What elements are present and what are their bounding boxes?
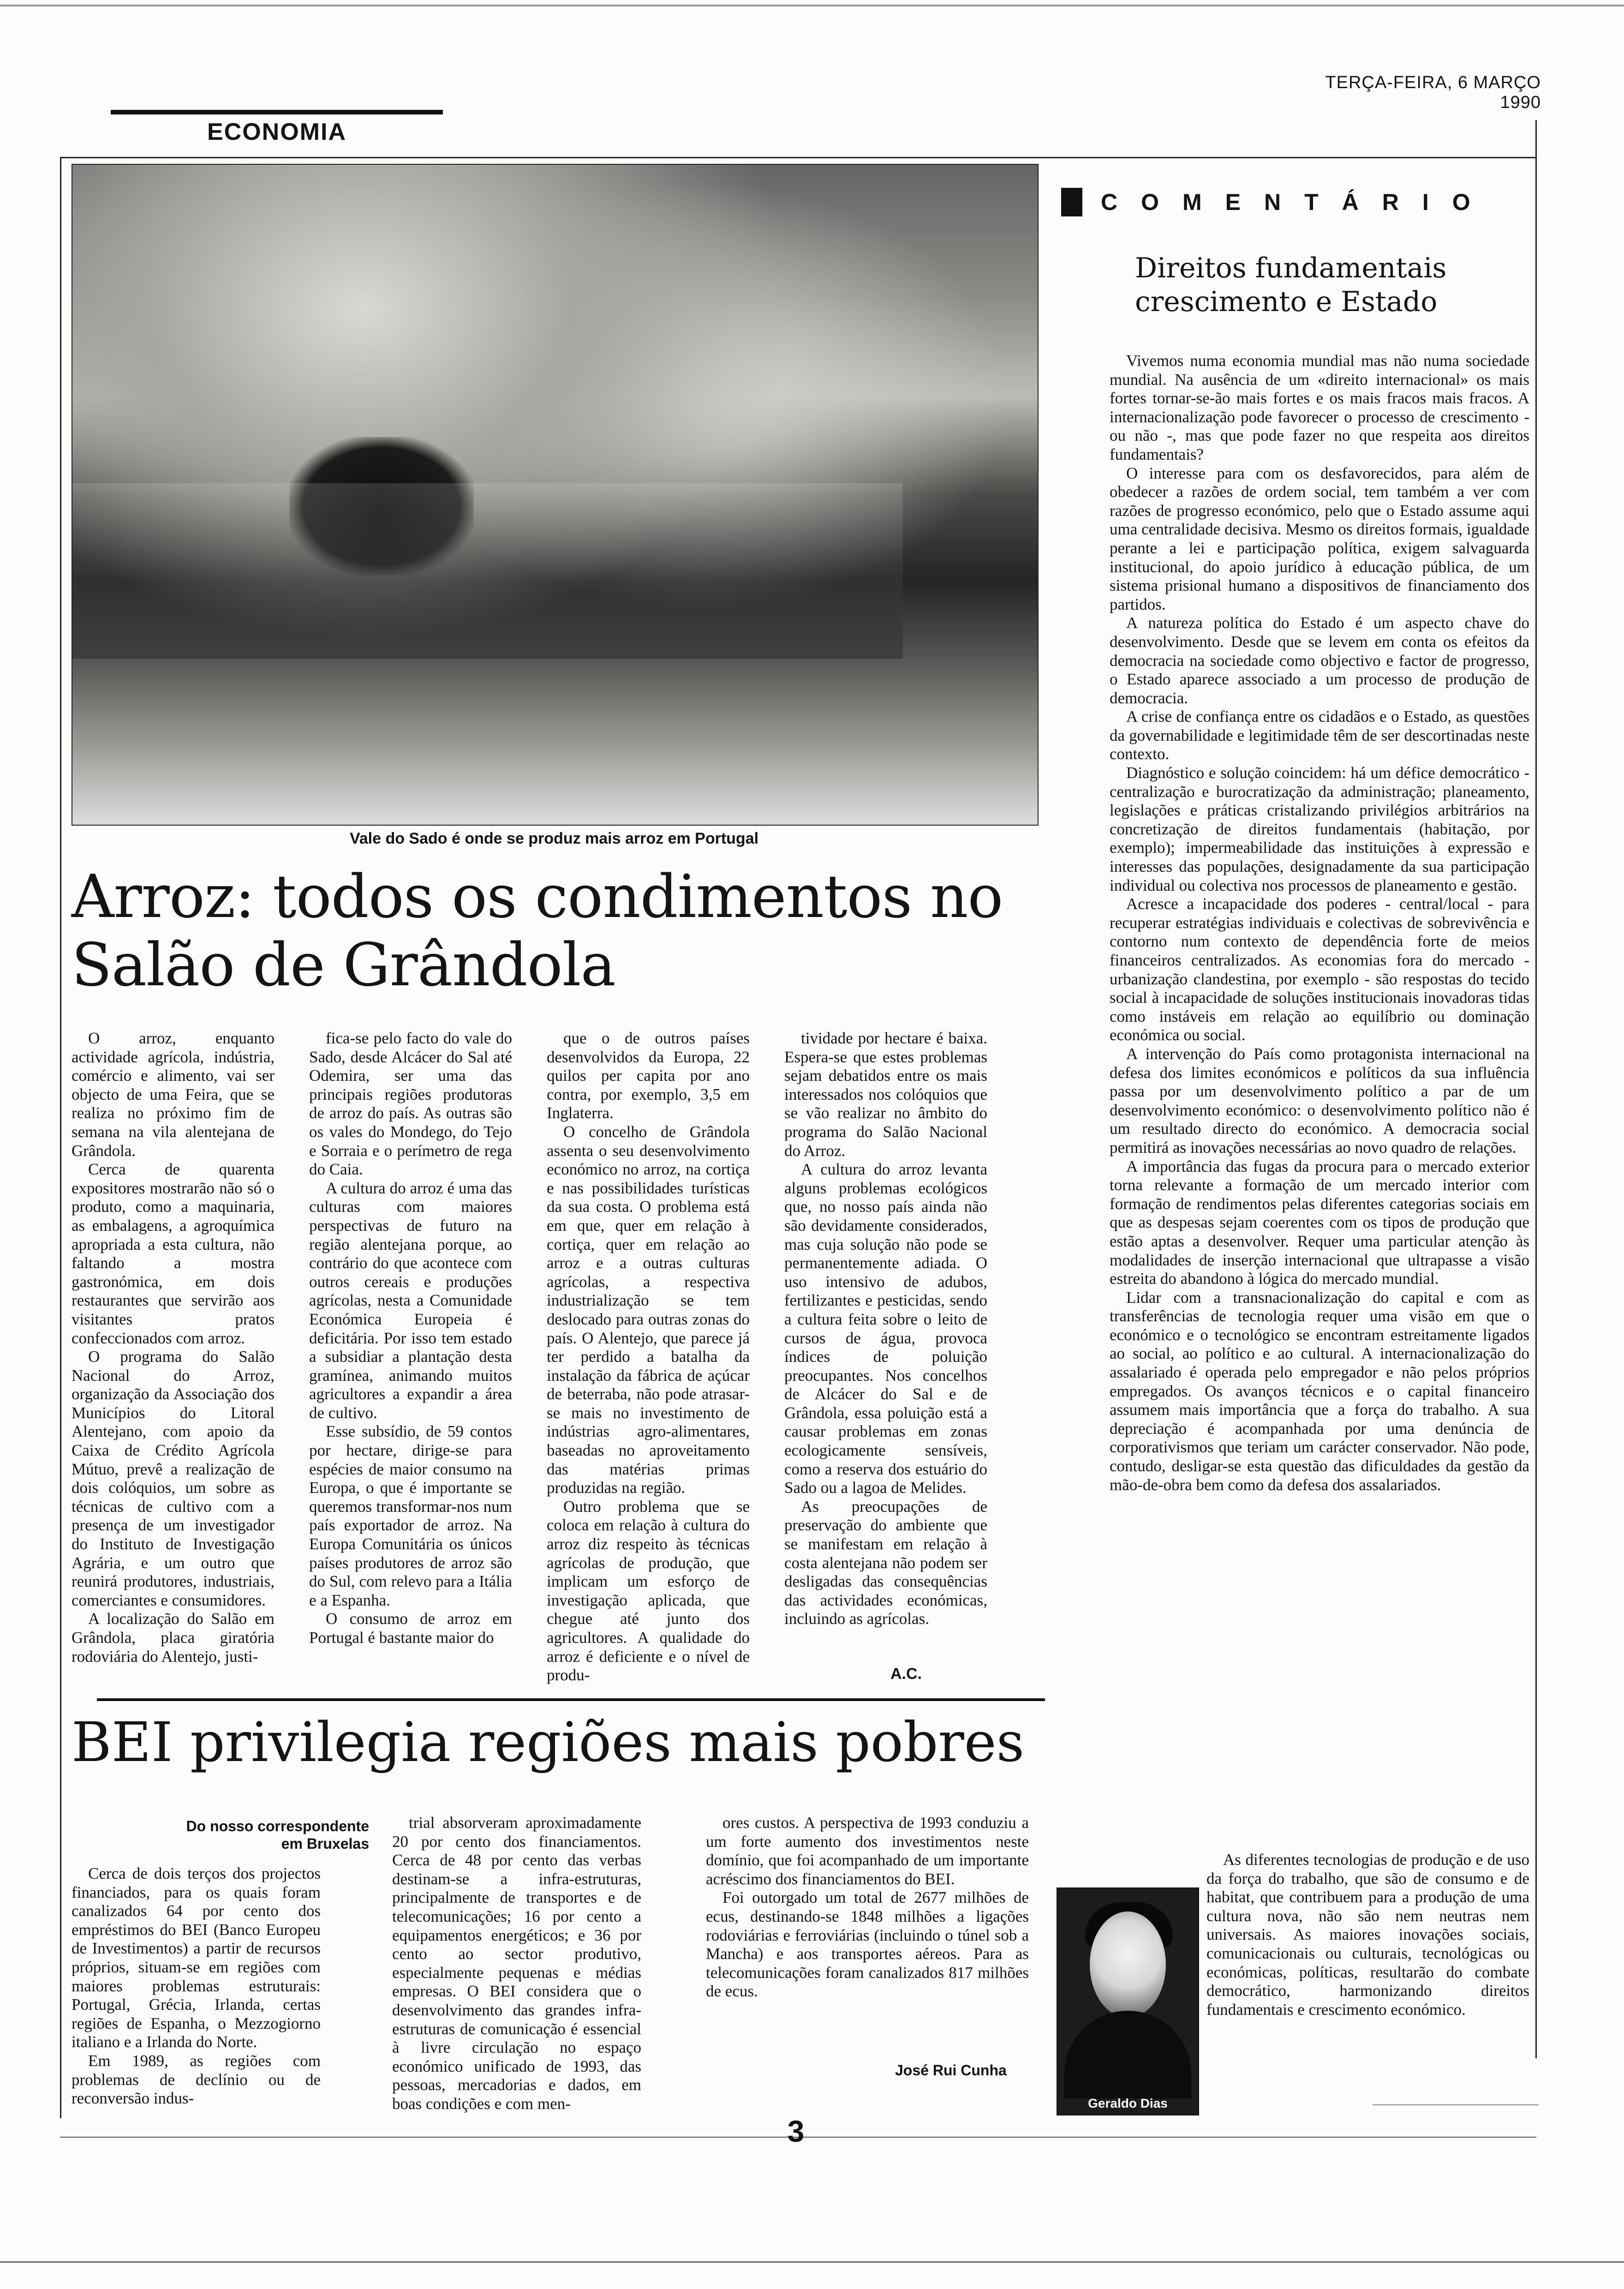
paragraph: Em 1989, as regiões com problemas de declínio ou de reconversão indus- [72,2051,321,2108]
comment-label: COMENTÁRIO [1101,189,1494,215]
paragraph: Cerca de dois terços dos projectos financiados, para os quais foram canalizados 64 por cento dos empréstimos do BEI (Banco Europeu de Investimentos) a partir de recursos próprios, situam-se em regiões com maiores problemas estruturais: Portugal, Grécia, Irlanda, certas regiões de Espanha, o Mezzogiorno italiano e a Irlanda do Norte. [72,1864,321,2051]
paragraph: que o de outros países desenvolvidos da Europa, 22 quilos per capita por ano contra, por exemplo, 3,5 em Inglaterra. [547,1029,750,1122]
paragraph: A intervenção do País como protagonista internacional na defesa dos limites económicos e políticos da sua influência passa por um desenvolvimento político a par de um desenvolvimento económico: o desenvolvimento político não é um resultado directo do económico. A democracia social permitirá as inovações necessárias ao novo quadro de relações. [1110,1044,1529,1156]
paragraph: A cultura do arroz levanta alguns problemas ecológicos que, no nosso país ainda não são devidamente considerados, mas cuja solução não pode se permanentemente adiada. O uso intensivo de adubos, fertilizantes e pesticidas, sendo a cultura feita sobre o leito de cursos de água, provoca índices de poluição preocupantes. Nos concelhos de Alcácer do Sal e de Grândola, essa poluição está a causar problemas em zonas ecologicamente sensíveis, como a reserva dos estuário do Sado ou a lagoa de Melides. [784,1160,987,1497]
secondary-column-2 [392,1814,641,2114]
title-line: Direitos fundamentais [1135,252,1447,284]
portrait-shoulders [1064,2011,1191,2098]
banner-square-icon [1061,188,1082,216]
paragraph: Cerca de quarenta expositores mostrarão não só o produto, como a maquinaria, as embalagens, a agroquímica apropriada a esta cultura, não faltando a mostra gastronómica, em dois restaurantes que servirão aos visitantes pratos confeccionados com arroz. [72,1160,275,1347]
author-portrait [1057,1888,1199,2115]
paragraph: Acresce a incapacidade dos poderes - central/local - para recuperar estratégias individuais e colectivas de sobrevivência e contorno num contexto de dependência forte de meios financeiros centralizados. As economias fora do mercado - urbanização clandestina, por exemplo - são respostas do tecido social à incapacidade de soluções institucionais inovadoras tidas como instáveis em relação ao equilíbrio ou dominação económica ou social. [1110,895,1529,1044]
title-line: crescimento e Estado [1135,286,1438,318]
byline-line: Do nosso correspondente [186,1818,369,1834]
main-column-3 [547,1029,750,1685]
paragraph: Lidar com a transnacionalização do capital e com as transferências de tecnologia requer uma visão em que o económico e o tecnológico se encontram estreitamente ligados ao social, ao político e ao cultural. A internacionalização do assalariado é operada pelo empregador e não pelos próprios empregados. Os avanços técnicos e o capital financeiro assumem mais importância que a força do trabalho. A sua depreciação é acompanhada por uma denúncia de corporativismos que teriam um carácter conservador. Não pode, contudo, desligar-se esta questão das dificuldades da gestão da mão-de-obra bem como da defesa dos assalariados. [1110,1288,1529,1494]
paragraph: Diagnóstico e solução coincidem: há um défice democrático - centralização e burocratização da administração; planeamento, legislações e práticas cristalizando privilégios arbitrários na concretização de direitos fundamentais (habitação, por exemplo); impermeabilidade das instituições à expressão e interesses das populações, designadamente da sua participação individual ou colectiva nos processos de planeamento e gestão. [1110,764,1529,894]
page-number: 3 [787,2114,805,2148]
article-signature: A.C. [890,1665,922,1683]
paragraph: O programa do Salão Nacional do Arroz, organização da Associação dos Municípios do Litoral Alentejano, com apoio da Caixa de Crédito Agrícola Mútuo, prevê a realização de dois colóquios, um sobre as técnicas de cultivo com a presença de um investigador do Instituto de Investigação Agrária, e um outro que reunirá produtores, industriais, comerciantes e consumidores. [72,1348,275,1609]
section-bar [111,110,443,114]
paragraph: A crise de confiança entre os cidadãos e o Estado, as questões da governabilidade e legitimidade têm de ser descortinadas neste contexto. [1110,707,1529,763]
portrait-face [1090,1911,1166,2018]
page-frame-left [60,157,61,2118]
paragraph: ores custos. A perspectiva de 1993 conduziu a um forte aumento dos investimentos neste domínio, que foi acompanhado de um importante acréscimo dos financiamentos do BEI. [706,1814,1029,1888]
portrait-caption: Geraldo Dias [1088,2096,1168,2110]
comment-banner [1061,184,1532,221]
page-frame-top [60,157,1536,158]
correspondent-byline [120,1817,369,1853]
main-headline: Arroz: todos os condimentos no Salão de Grândola [72,863,1003,1000]
secondary-column-1 [72,1864,321,2108]
paragraph: Esse subsídio, de 59 contos por hectare, dirige-se para espécies de maior consumo na Europa, o que é importante se queremos transformar-nos num país exportador de arroz. Na Europa Comunitária os únicos países produtores de arroz são do Sul, com relevo para a Itália e a Espanha. [309,1422,512,1609]
bottom-spec-rule [1373,2104,1539,2105]
paragraph: fica-se pelo facto do vale do Sado, desde Alcácer do Sal até Odemira, ser uma das principais regiões produtoras de arroz do país. As outras são os vales do Mondego, do Tejo e Sorraia e o perímetro de rega do Caia. [309,1029,512,1179]
paragraph: A natureza política do Estado é um aspecto chave do desenvolvimento. Desde que se levem em conta os efeitos da democracia na sociedade como objectivo e factor de progresso, o Estado aparece associado a um processo de produção de democracia. [1110,614,1529,707]
main-column-1 [72,1029,275,1666]
page-frame-right [1535,120,1537,2058]
footer-rule [0,2261,1624,2263]
secondary-headline: BEI privilegia regiões mais pobres [72,1710,1025,1774]
secondary-column-3 [706,1814,1029,2001]
comment-tail [1206,1851,1529,2019]
main-column-4 [784,1029,987,1629]
paragraph: As preocupações de preservação do ambiente que se manifestam em relação à costa alentejana não podem ser desligadas das consequências das actividades económicas, incluindo as agrícolas. [784,1497,987,1628]
byline-line: em Bruxelas [281,1835,369,1852]
paragraph: O concelho de Grândola assenta o seu desenvolvimento económico no arroz, na cortiça e nas possibilidades turísticas da sua costa. O problema está em que, quer em relação à cortiça, quer em relação ao arroz e a outras culturas agrícolas, a respectiva industrialização se tem deslocado para outras zonas do país. O Alentejo, que parece já ter perdido a batalha da instalação da fábrica de açúcar de beterraba, não pode atrasar-se mais no investimento de indústrias agro-alimentares, baseadas no aproveitamento das matérias primas produzidas na região. [547,1122,750,1497]
paragraph: O arroz, enquanto actividade agrícola, indústria, comércio e alimento, vai ser objecto de uma Feira, que se realiza no próximo fim de semana na vila alentejana de Grândola. [72,1029,275,1160]
photo-caption: Vale do Sado é onde se produz mais arroz em Portugal [349,830,759,847]
rice-field-photo [72,164,1039,826]
paragraph: O consumo de arroz em Portugal é bastante maior do [309,1610,512,1647]
top-rule [0,5,1624,6]
secondary-signature: José Rui Cunha [895,2062,1007,2079]
paragraph: A cultura do arroz é uma das culturas com maiores perspectivas de futuro na região alentejana porque, ao contrário do que acontece com outros cereais e produções agrícolas, nesta a Comunidade Económica Europeia é deficitária. Por isso tem estado a subsidiar a plantação desta gramínea, animando muitos agricultores a expandir a área de cultivo. [309,1179,512,1422]
paragraph: A localização do Salão em Grândola, placa giratória rodoviária do Alentejo, justi- [72,1610,275,1666]
paragraph: Outro problema que se coloca em relação à cultura do arroz diz respeito às técnicas agrícolas de produção, que implicam um esforço de investigação aplicada, que chegue até junto dos agricultores. A qualidade do arroz é deficiente e o nível de produ- [547,1497,750,1684]
pond-reflection [72,483,903,659]
section-title: ECONOMIA [207,119,346,145]
paragraph: Foi outorgado um total de 2677 milhões de ecus, destinando-se 1848 milhões a ligações rodoviárias e ferroviárias (incluindo o túnel sob a Mancha) e aos transportes aéreos. Para as telecomunicações foram canalizados 817 milhões de ecus. [706,1888,1029,2001]
issue-date: TERÇA-FEIRA, 6 MARÇO 1990 [1325,73,1541,112]
paragraph: As diferentes tecnologias de produção e de uso da força do trabalho, que são de consumo e de habitat, que contribuem para a produção de uma cultura nova, não são nem neutras nem universais. As maiores inovações sociais, comunicacionais ou culturais, tecnológicas ou económicas, políticas, resultarão do combate democrático, harmonizando direitos fundamentais e crescimento económico. [1206,1851,1529,2019]
article-separator [97,1698,1045,1701]
comment-title [1135,252,1513,319]
paragraph: trial absorveram aproximadamente 20 por cento dos financiamentos. Cerca de 48 por cento das verbas destinam-se a infra-estruturas, principalmente de transportes e de telecomunicações; 16 por cento a equipamentos energéticos; e 36 por cento ao sector produtivo, especialmente pequenas e médias empresas. O BEI considera que o desenvolvimento das grandes infra-estruturas de comunicação é essencial à livre circulação no espaço económico unificado de 1993, das pessoas, mercadorias e dados, em boas condições e com men- [392,1814,641,2113]
paragraph: Vivemos numa economia mundial mas não numa sociedade mundial. Na ausência de um «direito internacional» os mais fortes tornar-se-ão mais fortes e os mais fracos mais fracos. A internacionalização pode favorecer o processo de crescimento - ou não -, mas que pode fazer no que respeita aos direitos fundamentais? [1110,352,1529,463]
paragraph: A importância das fugas da procura para o mercado exterior torna relevante a formação de um mercado interior com formação de rendimentos pelas diferentes categorias sociais em que as despesas sejam coerentes com os tipos de produção que estão aptas a desenvolver. Requer uma particular atenção às modalidades de inserção internacional que ultrapasse a visão estreita do abandono à lógica do mercado mundial. [1110,1157,1529,1288]
paragraph: O interesse para com os desfavorecidos, para além de obedecer a razões de ordem social, tem também a ver com razões de progresso económico, pelo que o Estado assume aqui uma centralidade decisiva. Mesmo os direitos formais, igualdade perante a lei e participação política, exigem salvaguarda institucional, do apoio jurídico à educação pública, de um sistema prisional humano a dispositivos de financiamento dos partidos. [1110,464,1529,613]
comment-body [1110,352,1529,1494]
paragraph: tividade por hectare é baixa. Espera-se que estes problemas sejam debatidos entre os mais interessados nos colóquios que se vão realizar no âmbito do programa do Salão Nacional do Arroz. [784,1029,987,1160]
main-column-2 [309,1029,512,1648]
